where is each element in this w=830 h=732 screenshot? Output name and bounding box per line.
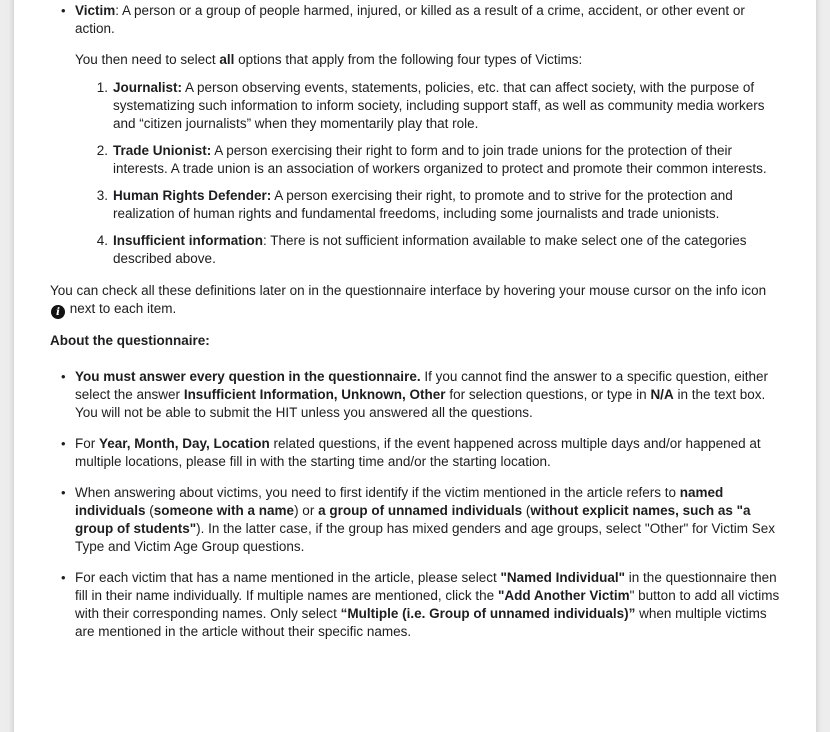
about-item-text: For Year, Month, Day, Location related questions, if the event happened across multiple days and/or happened at multiple locations, please fill in with the starting time and/or the starting location. [75, 436, 761, 469]
victim-type-insufficient-information [50, 232, 780, 268]
instructions-card [13, 0, 817, 732]
victim-type-text: Trade Unionist: A person exercising their right to form and to join trade unions for the protection of their interests. A trade union is an association of workers organized to protect and promote their common interests. [113, 143, 767, 176]
about-item-text: You must answer every question in the questionnaire. If you cannot find the answer to a specific question, either select the answer Insufficient Information, Unknown, Other for selection questions, or type in N/A in the text box. You will not be able to submit the HIT unless you answered all the questions. [75, 369, 769, 420]
list-number: 1. [96, 80, 108, 95]
victim-type-journalist [50, 79, 780, 133]
victim-types-list [50, 79, 780, 268]
victim-type-trade-unionist [50, 142, 780, 178]
list-number: 2. [96, 143, 108, 158]
victim-definition-item [50, 2, 780, 38]
bullet-icon: • [61, 436, 66, 451]
instructions-content [50, 1, 780, 654]
about-item-text: When answering about victims, you need to first identify if the victim mentioned in the article refers to named individuals (someone with a name) or a group of unnamed individuals (without explicit names, such as "a group of students"). In the latter case, if the group has mixed genders and age groups, select "Other" for Victim Sex Type and Victim Age Group questions. [75, 485, 776, 554]
bullet-icon: • [61, 369, 66, 384]
info-icon: i [51, 305, 65, 319]
bullet-icon: • [61, 3, 66, 18]
about-item-named-individual [50, 569, 780, 641]
victim-definition-text: Victim: A person or a group of people harmed, injured, or killed as a result of a crime, accident, or other event or action. [75, 3, 745, 36]
select-all-instruction: You then need to select all options that apply from the following four types of Victims: [75, 52, 583, 67]
victim-type-human-rights-defender [50, 187, 780, 223]
victim-type-text: Insufficient information: There is not sufficient information available to make select one of the categories described above. [113, 233, 747, 266]
victim-type-text: Journalist: A person observing events, statements, policies, etc. that can affect society, with the purpose of systematizing such information to inform society, including support staff, as well as community media workers and “citizen journalists” when they momentarily play that role. [113, 80, 765, 131]
list-number: 3. [96, 188, 108, 203]
bullet-icon: • [61, 570, 66, 585]
about-questionnaire-list [50, 368, 780, 641]
victim-type-text: Human Rights Defender: A person exercising their right, to promote and to strive for the protection and realization of human rights and fundamental freedoms, including some journalists and trade unionists. [113, 188, 733, 221]
list-number: 4. [96, 233, 108, 248]
about-questionnaire-heading: About the questionnaire: [50, 333, 210, 348]
about-item-year-month-day-location [50, 435, 780, 471]
about-item-text: For each victim that has a name mentioned in the article, please select "Named Individual" in the questionnaire then fill in their name individually. If multiple names are mentioned, click the "Add Another Victim" button to add all victims with their corresponding names. Only select “Multiple (i.e. Group of unnamed individuals)” when multiple victims are mentioned in the article without their specific names. [75, 570, 780, 639]
check-definitions-note: You can check all these definitions later on in the questionnaire interface by hovering your mouse cursor on the info icon i next to each item. [50, 283, 767, 318]
bullet-icon: • [61, 485, 66, 500]
about-item-identify-victims [50, 484, 780, 556]
about-item-answer-every-question [50, 368, 780, 422]
